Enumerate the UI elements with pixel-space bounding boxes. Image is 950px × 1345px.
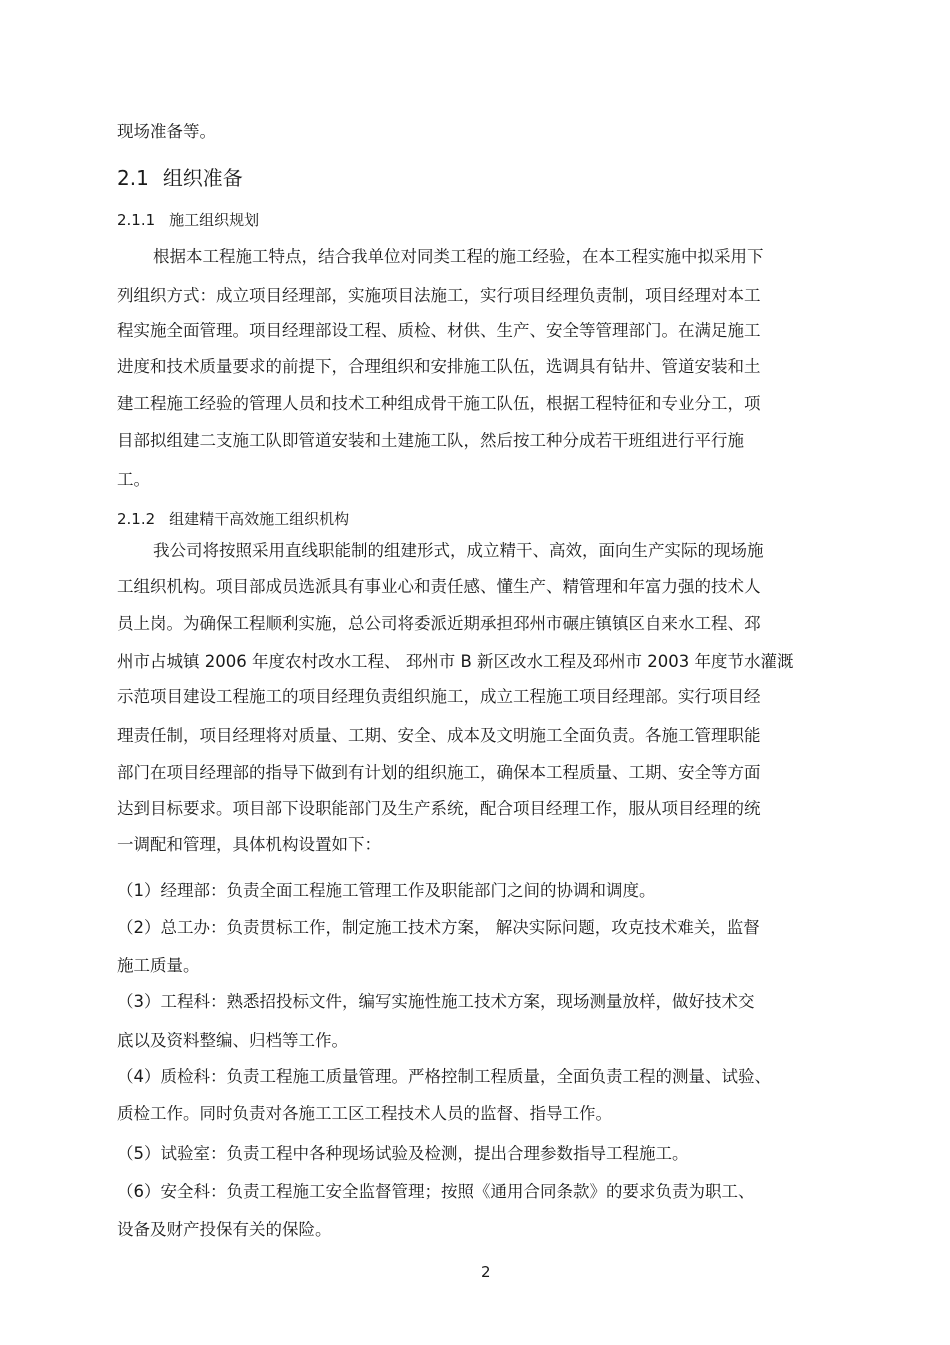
subsection1-number: 2.1.1: [117, 211, 156, 229]
paragraph-line: 根据本工程施工特点，结合我单位对同类工程的施工经验，在本工程实施中拟采用下: [153, 247, 764, 266]
paragraph-line: 一调配和管理，具体机构设置如下：: [117, 835, 381, 854]
intro-tail-text: 现场准备等。: [117, 122, 216, 141]
list-item: （3）工程科：熟悉招投标文件，编写实施性施工技术方案，现场测量放样，做好技术交: [117, 992, 755, 1011]
list-item: （2）总工办：负责贯标工作，制定施工技术方案， 解决实际问题，攻克技术难关，监督: [117, 918, 760, 937]
paragraph-line: 目部拟组建二支施工队即管道安装和土建施工队，然后按工种分成若干班组进行平行施: [117, 431, 744, 450]
page-number: 2: [481, 1263, 491, 1281]
paragraph-line: 员上岗。为确保工程顺利实施，总公司将委派近期承担邳州市碾庄镇镇区自来水工程、邳: [117, 614, 761, 633]
paragraph-line: 达到目标要求。项目部下设职能部门及生产系统，配合项目经理工作，服从项目经理的统: [117, 799, 761, 818]
list-item: 底以及资料整编、归档等工作。: [117, 1031, 348, 1050]
paragraph-line: 工组织机构。项目部成员选派具有事业心和责任感、懂生产、精管理和年富力强的技术人: [117, 577, 761, 596]
subsection2-title: 组建精干高效施工组织机构: [169, 510, 350, 528]
subsection2-number: 2.1.2: [117, 510, 156, 528]
section-title: 组织准备: [162, 166, 243, 190]
subsection2-heading: [117, 509, 349, 529]
list-item: 质检工作。同时负责对各施工工区工程技术人员的监督、指导工作。: [117, 1104, 612, 1123]
subsection1-title: 施工组织规划: [169, 211, 260, 229]
list-item: （5）试验室：负责工程中各种现场试验及检测，提出合理参数指导工程施工。: [117, 1144, 689, 1163]
paragraph-line: 列组织方式：成立项目经理部，实施项目法施工，实行项目经理负责制，项目经理对本工: [117, 286, 761, 305]
paragraph-line: 理责任制，项目经理将对质量、工期、安全、成本及文明施工全面负责。各施工管理职能: [117, 726, 761, 745]
paragraph-line: 进度和技术质量要求的前提下，合理组织和安排施工队伍，选调具有钻井、管道安装和土: [117, 357, 761, 376]
list-item: 设备及财产投保有关的保险。: [117, 1220, 332, 1239]
list-item: 施工质量。: [117, 956, 200, 975]
paragraph-line: 我公司将按照采用直线职能制的组建形式，成立精干、高效，面向生产实际的现场施: [153, 541, 764, 560]
paragraph-line: 示范项目建设工程施工的项目经理负责组织施工，成立工程施工项目经理部。实行项目经: [117, 687, 761, 706]
paragraph-line: 部门在项目经理部的指导下做到有计划的组织施工，确保本工程质量、工期、安全等方面: [117, 763, 761, 782]
subsection1-heading: [117, 210, 259, 230]
list-item: （4）质检科：负责工程施工质量管理。严格控制工程质量，全面负责工程的测量、试验、: [117, 1067, 771, 1086]
paragraph-line: 州市占城镇 2006 年度农村改水工程、 邳州市 B 新区改水工程及邳州市 2003 年度节水灌溉: [117, 652, 794, 671]
section-heading: [117, 165, 243, 191]
list-item: （1）经理部：负责全面工程施工管理工作及职能部门之间的协调和调度。: [117, 881, 656, 900]
paragraph-line: 建工程施工经验的管理人员和技术工种组成骨干施工队伍，根据工程特征和专业分工，项: [117, 394, 761, 413]
paragraph-line: 工。: [117, 470, 150, 489]
list-item: （6）安全科：负责工程施工安全监督管理；按照《通用合同条款》的要求负责为职工、: [117, 1182, 755, 1201]
section-number: 2.1: [117, 166, 149, 190]
paragraph-line: 程实施全面管理。项目经理部设工程、质检、材供、生产、安全等管理部门。在满足施工: [117, 321, 761, 340]
